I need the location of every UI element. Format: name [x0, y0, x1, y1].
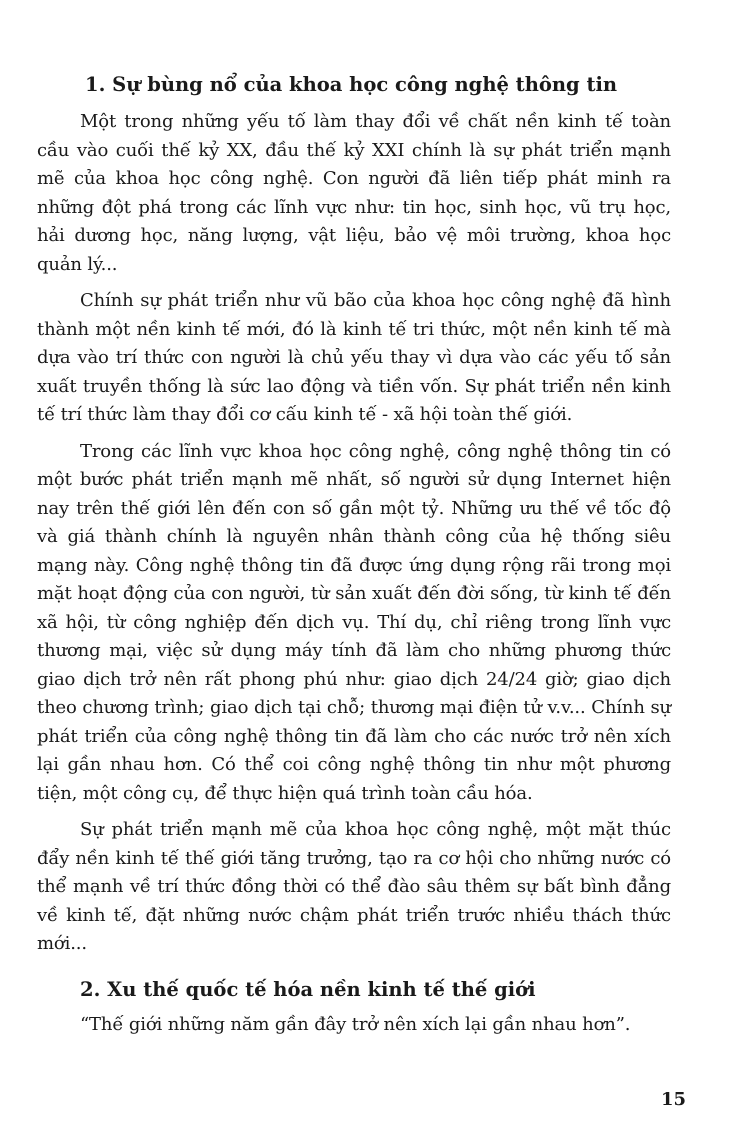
paragraph: Một trong những yếu tố làm thay đổi về chất nền kinh tế toàn cầu vào cuối thế kỷ XX, đầu thế kỷ XXI chính là sự phát triển mạnh mẽ của khoa học công nghệ. Con người đã liên tiếp phát minh ra những đột phá trong các lĩnh vực như: tin học, sinh học, vũ trụ học, hải dương học, năng lượng, vật liệu, bảo vệ môi trường, khoa học quản lý... [37, 111, 671, 275]
page-number: 15 [660, 1089, 686, 1110]
section-1-heading: 1. Sự bùng nổ của khoa học công nghệ thông tin [85, 73, 618, 96]
section-2-heading: 2. Xu thế quốc tế hóa nền kinh tế thế giới [80, 977, 536, 1001]
paragraph: Trong các lĩnh vực khoa học công nghệ, công nghệ thông tin có một bước phát triển mạnh mẽ nhất, số người sử dụng Internet hiện nay trên thế giới lên đến con số gần một tỷ. Những ưu thế về tốc độ và giá thành chính là nguyên nhân thành công của hệ thống siêu mạng này. Công nghệ thông tin đã được ứng dụng rộng rãi trong mọi mặt hoạt động của con người, từ sản xuất đến đời sống, từ kinh tế đến xã hội, từ công nghiệp đến dịch vụ. Thí dụ, chỉ riêng trong lĩnh vực thương mại, việc sử dụng máy tính đã làm cho những phương thức giao dịch trở nên rất phong phú như: giao dịch 24/24 giờ; giao dịch theo chương trình; giao dịch tại chỗ; thương mại điện tử v.v... Chính sự phát triển của công nghệ thông tin đã làm cho các nước trở nên xích lại gần nhau hơn. Có thể coi công nghệ thông tin như một phương tiện, một công cụ, để thực hiện quá trình toàn cầu hóa. [37, 440, 671, 804]
quote-paragraph: “Thế giới những năm gần đây trở nên xích lại gần nhau hơn”. [80, 1013, 631, 1035]
paragraph: Chính sự phát triển như vũ bão của khoa học công nghệ đã hình thành một nền kinh tế mới, đó là kinh tế tri thức, một nền kinh tế mà dựa vào trí thức con người là chủ yếu thay vì dựa vào các yếu tố sản xuất truyền thống là sức lao động và tiền vốn. Sự phát triển nền kinh tế trí thức làm thay đổi cơ cấu kinh tế - xã hội toàn thế giới. [37, 290, 671, 425]
page-body [37, 68, 671, 1039]
paragraph: Sự phát triển mạnh mẽ của khoa học công nghệ, một mặt thúc đẩy nền kinh tế thế giới tăng trưởng, tạo ra cơ hội cho những nước có thể mạnh về trí thức đồng thời có thể đào sâu thêm sự bất bình đẳng về kinh tế, đặt những nước chậm phát triển trước nhiều thách thức mới... [37, 819, 671, 954]
